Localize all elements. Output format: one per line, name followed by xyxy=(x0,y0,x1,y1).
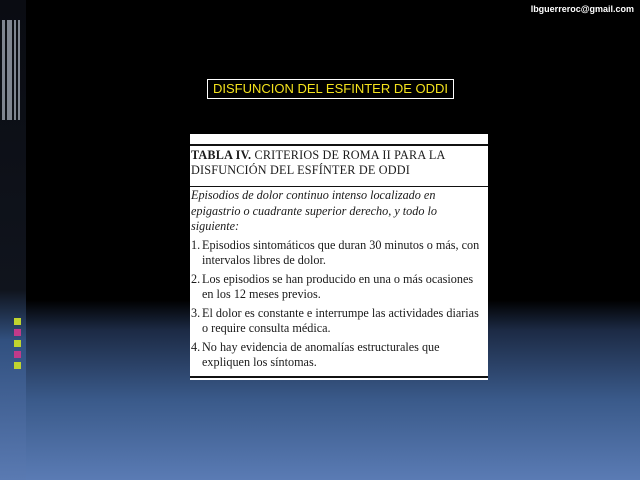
criteria-number: 1. xyxy=(191,237,201,252)
criteria-number: 4. xyxy=(191,339,201,354)
square-decoration xyxy=(14,329,21,336)
bar-decoration xyxy=(14,20,16,120)
table-heading xyxy=(191,148,485,186)
bar-decoration xyxy=(18,20,20,120)
table-bottom-rule xyxy=(190,376,488,378)
criteria-number: 2. xyxy=(191,271,201,286)
bar-decoration xyxy=(2,20,5,120)
left-decorative-strip xyxy=(0,0,26,480)
criteria-item xyxy=(191,340,485,371)
table-heading-text: CRITERIOS DE ROMA II PARA LA DISFUNCIÓN DEL ESFÍNTER DE ODDI xyxy=(191,148,445,177)
square-decoration xyxy=(14,340,21,347)
author-email: lbguerreroc@gmail.com xyxy=(530,4,634,14)
criteria-text: No hay evidencia de anomalías estructurales que expliquen los síntomas. xyxy=(202,339,440,369)
criteria-list xyxy=(191,238,485,371)
vertical-bars-decoration xyxy=(2,20,22,120)
table-heading-rule xyxy=(190,186,488,187)
criteria-number: 3. xyxy=(191,305,201,320)
criteria-text: Los episodios se han producido en una o más ocasiones en los 12 meses previos. xyxy=(202,271,474,301)
criteria-text: Episodios sintomáticos que duran 30 minutos o más, con intervalos libres de dolor. xyxy=(202,237,480,267)
table-heading-label: TABLA IV. xyxy=(191,148,252,162)
criteria-table xyxy=(190,134,488,380)
criteria-item xyxy=(191,238,485,269)
criteria-item xyxy=(191,306,485,337)
criteria-item xyxy=(191,272,485,303)
table-intro: Episodios de dolor continuo intenso localizado en epigastrio o cuadrante superior derecho, y todo lo siguiente: xyxy=(191,188,437,233)
square-decoration xyxy=(14,318,21,325)
square-decoration xyxy=(14,351,21,358)
table-top-rule xyxy=(190,144,488,146)
color-squares-decoration xyxy=(14,318,22,373)
bar-decoration xyxy=(7,20,12,120)
slide-title: DISFUNCION DEL ESFINTER DE ODDI xyxy=(207,79,454,99)
square-decoration xyxy=(14,362,21,369)
criteria-text: El dolor es constante e interrumpe las actividades diarias o require consulta médica. xyxy=(202,305,479,335)
